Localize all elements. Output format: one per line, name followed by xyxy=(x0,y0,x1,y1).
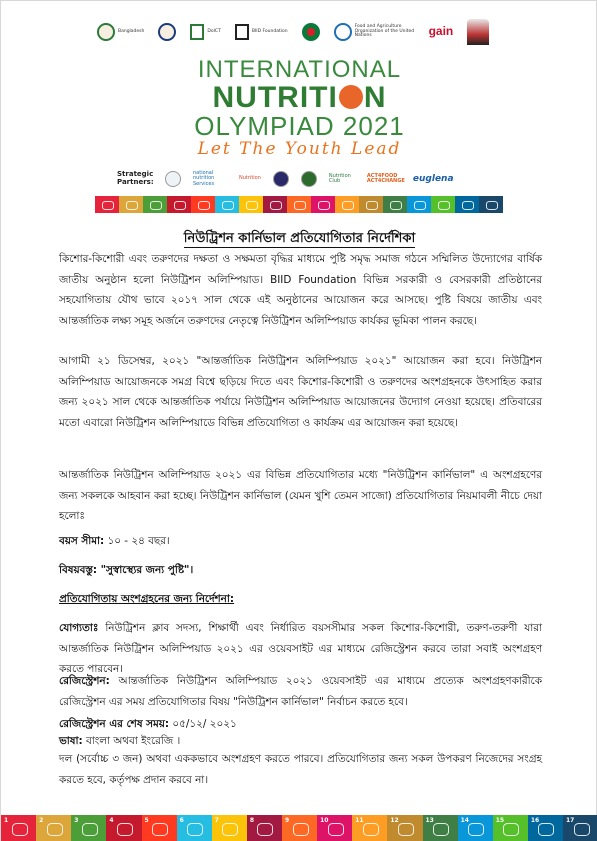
sdg-tile xyxy=(528,815,563,841)
sdg-tile xyxy=(563,815,597,841)
partner-seal-icon xyxy=(165,171,181,187)
instructions-heading: প্রতিযোগিতায় অংশগ্রহনের জন্য নির্দেশনা: xyxy=(59,593,235,605)
sdg-tile xyxy=(167,196,191,213)
sdg-tile xyxy=(212,815,247,841)
sdg-tile xyxy=(142,815,177,841)
document-heading: নিউট্রিশন কার্নিভাল প্রতিযোগিতার নির্দেশিকা xyxy=(183,231,416,246)
sdg-strip-top xyxy=(95,196,503,213)
title-line-1: INTERNATIONAL xyxy=(197,56,402,83)
sdg-tile xyxy=(36,815,71,841)
sdg-tile xyxy=(359,196,383,213)
team-info: দল (সর্বোচ্চ ৩ জন) অথবা এককভাবে অংশগ্রহণ করতে পারবে। প্রতিযোগিতার জন্য সকল উপকরণ নিজেদের সংগ্রহ করতে হবে, কর্তৃপক্ষ প্রদান করবে না। xyxy=(59,753,542,786)
topic: বিষয়বস্তু: "সুস্বাস্থ্যের জন্য পুষ্টি"। xyxy=(59,564,194,576)
sdg-tile xyxy=(191,196,215,213)
fao-icon: Food and Agriculture Organization of the United Nations xyxy=(334,23,415,41)
title-line-3: OLYMPIAD 2021 xyxy=(194,111,405,141)
sdg-strip-bottom xyxy=(1,815,597,841)
sdg-tile xyxy=(335,196,359,213)
sdg-tile xyxy=(215,196,239,213)
tagline: Let The Youth Lead xyxy=(197,139,402,159)
registration-deadline: রেজিস্ট্রেশন এর শেষ সময়: ০৫/১২/ ২০২১ xyxy=(59,718,237,730)
biid-icon: BIID Foundation xyxy=(235,24,288,40)
sdg-tile xyxy=(282,815,317,841)
title-line-2: NUTRITI N xyxy=(212,81,387,114)
tomato-icon xyxy=(339,85,363,109)
sdg-tile xyxy=(387,815,422,841)
sdg-tile xyxy=(1,815,36,841)
sdg-tile xyxy=(239,196,263,213)
partner-crest-icon xyxy=(273,171,289,187)
sdg-tile xyxy=(317,815,352,841)
sdg-tile xyxy=(263,196,287,213)
partner-nutrition: Nutrition xyxy=(239,175,261,182)
seal-icon xyxy=(158,23,176,41)
sdg-tile xyxy=(479,196,503,213)
sdg-tile xyxy=(119,196,143,213)
sdg-tile xyxy=(311,196,335,213)
intro-paragraph: কিশোর-কিশোরী এবং তরুণদের দক্ষতা ও সক্ষমতা বৃদ্ধির মাধ্যমে পুষ্টি সমৃদ্ধ সমাজ গঠনে সম্মিলিত উদ্যোগের বার্ষিক জাতীয় অনুষ্ঠান হলো নিউট্রিশন অলিম্পিয়াড। BIID Foundation বিভিন্ন সরকারী ও বেসরকারী প্রতিষ্ঠানের সহযোগিতায় যৌথ ভাবে ২০১৭ সাল থেকে এই অনুষ্ঠানের আয়োজন করে আসছে। পুষ্টি বিষয়ে জাতীয় এবং আন্তর্জাতিক লক্ষ্য সমূহ অর্জনে তরুণদের নেতৃত্বে নিউট্রিশন অলিম্পিয়াড কার্যকর ভূমিকা পালন করছে। xyxy=(59,253,542,327)
sdg-tile xyxy=(383,196,407,213)
strategic-partners xyxy=(117,167,517,191)
sdg-tile xyxy=(95,196,119,213)
partners-label: Strategic Partners: xyxy=(117,170,154,186)
sdg-tile xyxy=(493,815,528,841)
sdg-tile xyxy=(458,815,493,841)
sdg-tile xyxy=(247,815,282,841)
partner-shield-icon xyxy=(301,171,317,187)
partner-national-nutrition: national nutrition Services xyxy=(193,169,215,187)
age-limit: বয়স সীমা: ১০ - ২৪ বছর। xyxy=(59,535,170,547)
invitation-paragraph: আন্তর্জাতিক নিউট্রিশন অলিম্পিয়াড ২০২১ এর বিভিন্ন প্রতিযোগিতার মধ্যে "নিউট্রিশন কার্নিভাল" এ অংশগ্রহণের জন্য সকলকে আহবান করা হচ্ছে। নিউট্রিশন কার্নিভাল (যেমন খুশি তেমন সাজো) প্রতিযোগিতার নিয়মাবলী নীচে দেয়া হলোঃ xyxy=(59,469,542,523)
sponsor-logo-strip xyxy=(97,17,517,47)
sdg-tile xyxy=(143,196,167,213)
language: ভাষা: বাংলা অথবা ইংরেজি । xyxy=(59,735,181,747)
bangladesh-emblem-icon: Bangladesh xyxy=(97,23,144,41)
partner-nutrition-club: Nutrition Club xyxy=(328,172,351,184)
portrait-icon xyxy=(467,19,489,45)
sdg-tile xyxy=(431,196,455,213)
partner-act4food: ACT4FOOD ACT4CHANGE xyxy=(366,172,405,184)
sdg-tile xyxy=(423,815,458,841)
sdg-tile xyxy=(287,196,311,213)
partner-euglena: euglena xyxy=(412,174,454,184)
sdg-tile xyxy=(455,196,479,213)
sdg-tile xyxy=(71,815,106,841)
registration: রেজিস্ট্রেশন: আন্তর্জাতিক নিউট্রিশন অলিম্পিয়াড ২০২১ ওয়েবসাইট এর মাধ্যমে প্রত্যেক অংশগ্রহণকারীকে রেজিস্ট্রেশন এর সময় প্রতিযোগিতার বিষয় "নিউট্রিশন কার্নিভাল" নির্বাচন করতে হবে। xyxy=(59,675,542,708)
event-paragraph: আগামী ২১ ডিসেম্বর, ২০২১ "আন্তর্জাতিক নিউট্রিশন অলিম্পিয়াড ২০২১" আয়োজন করা হবে। নিউট্রিশন অলিম্পিয়াড আয়োজনকে সমগ্র বিশ্বে ছড়িয়ে দিতে এবং কিশোর-কিশোরী ও তরুণদের অংশগ্রহনকে উৎসাহিত করার জন্য ২০২১ সাল থেকে আন্তর্জাতিক পর্যায়ে নিউট্রিশন অলিম্পিয়াড আয়োজনের উদ্যোগ নেওয়া হয়েছে। প্রতিবারের মতো এবারো নিউট্রিশন অলিম্পিয়াডে বিভিন্ন প্রতিযোগিতা ও কার্যক্রম এর আয়োজন করা হয়েছে। xyxy=(59,355,542,429)
sdg-tile xyxy=(177,815,212,841)
sdg-tile xyxy=(407,196,431,213)
sdg-tile xyxy=(106,815,141,841)
gain-icon: gain xyxy=(428,24,454,39)
bd-gov-icon xyxy=(302,23,320,41)
eligibility: যোগ্যতাঃ নিউট্রিশন ক্লাব সদস্য, শিক্ষার্থী এবং নির্ধারিত বয়সসীমার সকল কিশোর-কিশোরী, তরুণ-তরুণী যারা আন্তর্জাতিক নিউট্রিশন অলিম্পিয়াড ২০২১ এর ওয়েবসাইট এর মাধ্যমে রেজিস্ট্রেশন করবে তারা সবাই অংশগ্রহণ করতে পারবেন। xyxy=(59,622,542,676)
sdg-tile xyxy=(352,815,387,841)
doict-icon: DoICT xyxy=(190,24,220,40)
